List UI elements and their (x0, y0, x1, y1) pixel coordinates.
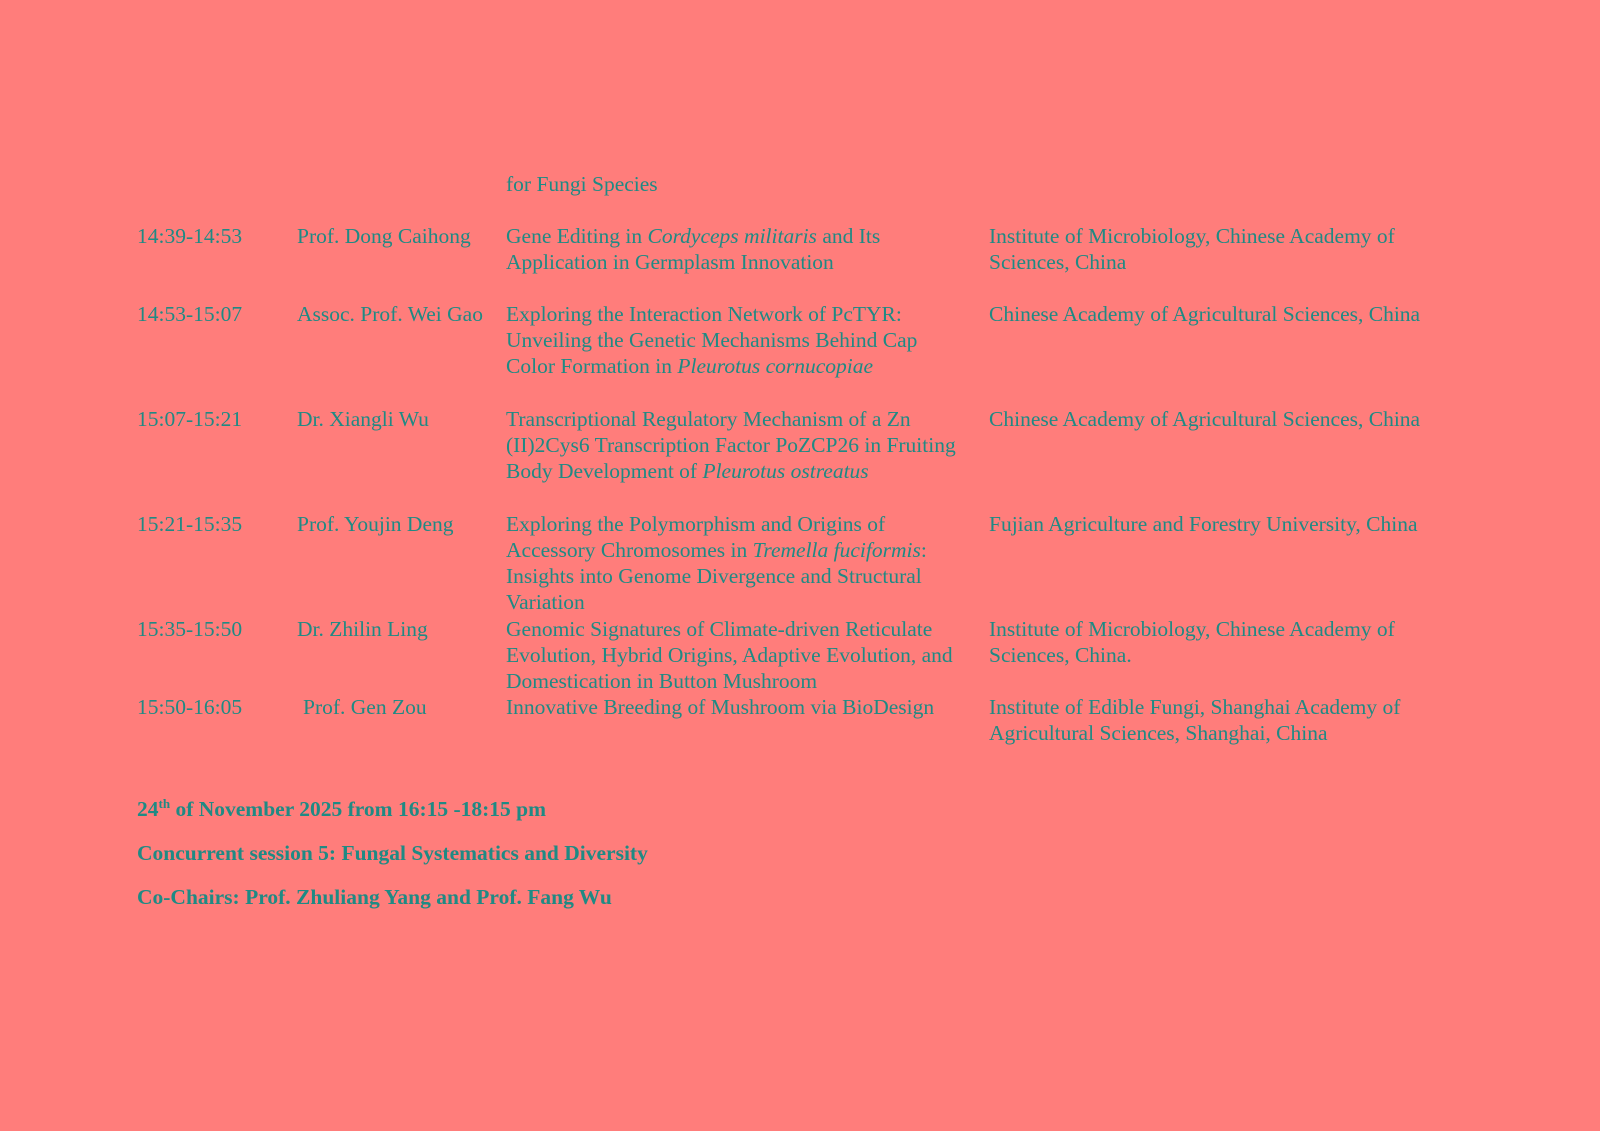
time-slot: 14:39-14:53 (137, 224, 243, 248)
talk-title: Innovative Breeding of Mushroom via BioDesign (506, 695, 935, 719)
speaker-name: Dr. Zhilin Ling (297, 617, 428, 641)
session-chairs: Co-Chairs: Prof. Zhuliang Yang and Prof. Fang Wu (137, 885, 612, 909)
talk-title: Exploring the Interaction Network of PcTYR: Unveiling the Genetic Mechanisms Behind Cap Color Formation in Pleurotus cornucopiae (506, 302, 918, 378)
time-slot: 14:53-15:07 (137, 302, 243, 326)
speaker-name: Assoc. Prof. Wei Gao (297, 302, 483, 326)
time-slot: 15:07-15:21 (137, 407, 243, 431)
session-title: Concurrent session 5: Fungal Systematics and Diversity (137, 841, 648, 865)
institution: Chinese Academy of Agricultural Sciences, China (989, 302, 1421, 326)
time-slot: 15:21-15:35 (137, 512, 243, 536)
institution: Chinese Academy of Agricultural Sciences, China (989, 407, 1421, 431)
speaker-name: Prof. Dong Caihong (297, 224, 471, 248)
speaker-name: Prof. Gen Zou (303, 695, 427, 719)
continued-title-tail: for Fungi Species (506, 172, 658, 196)
institution: Institute of Microbiology, Chinese Academy of Sciences, China (989, 224, 1395, 274)
talk-title: Transcriptional Regulatory Mechanism of a Zn (II)2Cys6 Transcription Factor PoZCP26 in Fruiting Body Development of Pleurotus ostreatus (506, 407, 956, 483)
time-slot: 15:50-16:05 (137, 695, 243, 719)
session-date: 24th of November 2025 from 16:15 -18:15 pm (137, 796, 547, 821)
talk-title: Gene Editing in Cordyceps militaris and Its Application in Germplasm Innovation (506, 224, 881, 274)
institution: Institute of Edible Fungi, Shanghai Academy of Agricultural Sciences, Shanghai, China (989, 695, 1401, 745)
institution: Institute of Microbiology, Chinese Academy of Sciences, China. (989, 617, 1395, 667)
time-slot: 15:35-15:50 (137, 617, 243, 641)
speaker-name: Prof. Youjin Deng (297, 512, 454, 536)
institution: Fujian Agriculture and Forestry University, China (989, 512, 1418, 536)
talk-title: Exploring the Polymorphism and Origins of Accessory Chromosomes in Tremella fuciformis: Insights into Genome Divergence and Structural Variation (506, 512, 927, 614)
speaker-name: Dr. Xiangli Wu (297, 407, 429, 431)
talk-title: Genomic Signatures of Climate-driven Reticulate Evolution, Hybrid Origins, Adaptive Evolution, and Domestication in Button Mushroom (506, 617, 953, 693)
